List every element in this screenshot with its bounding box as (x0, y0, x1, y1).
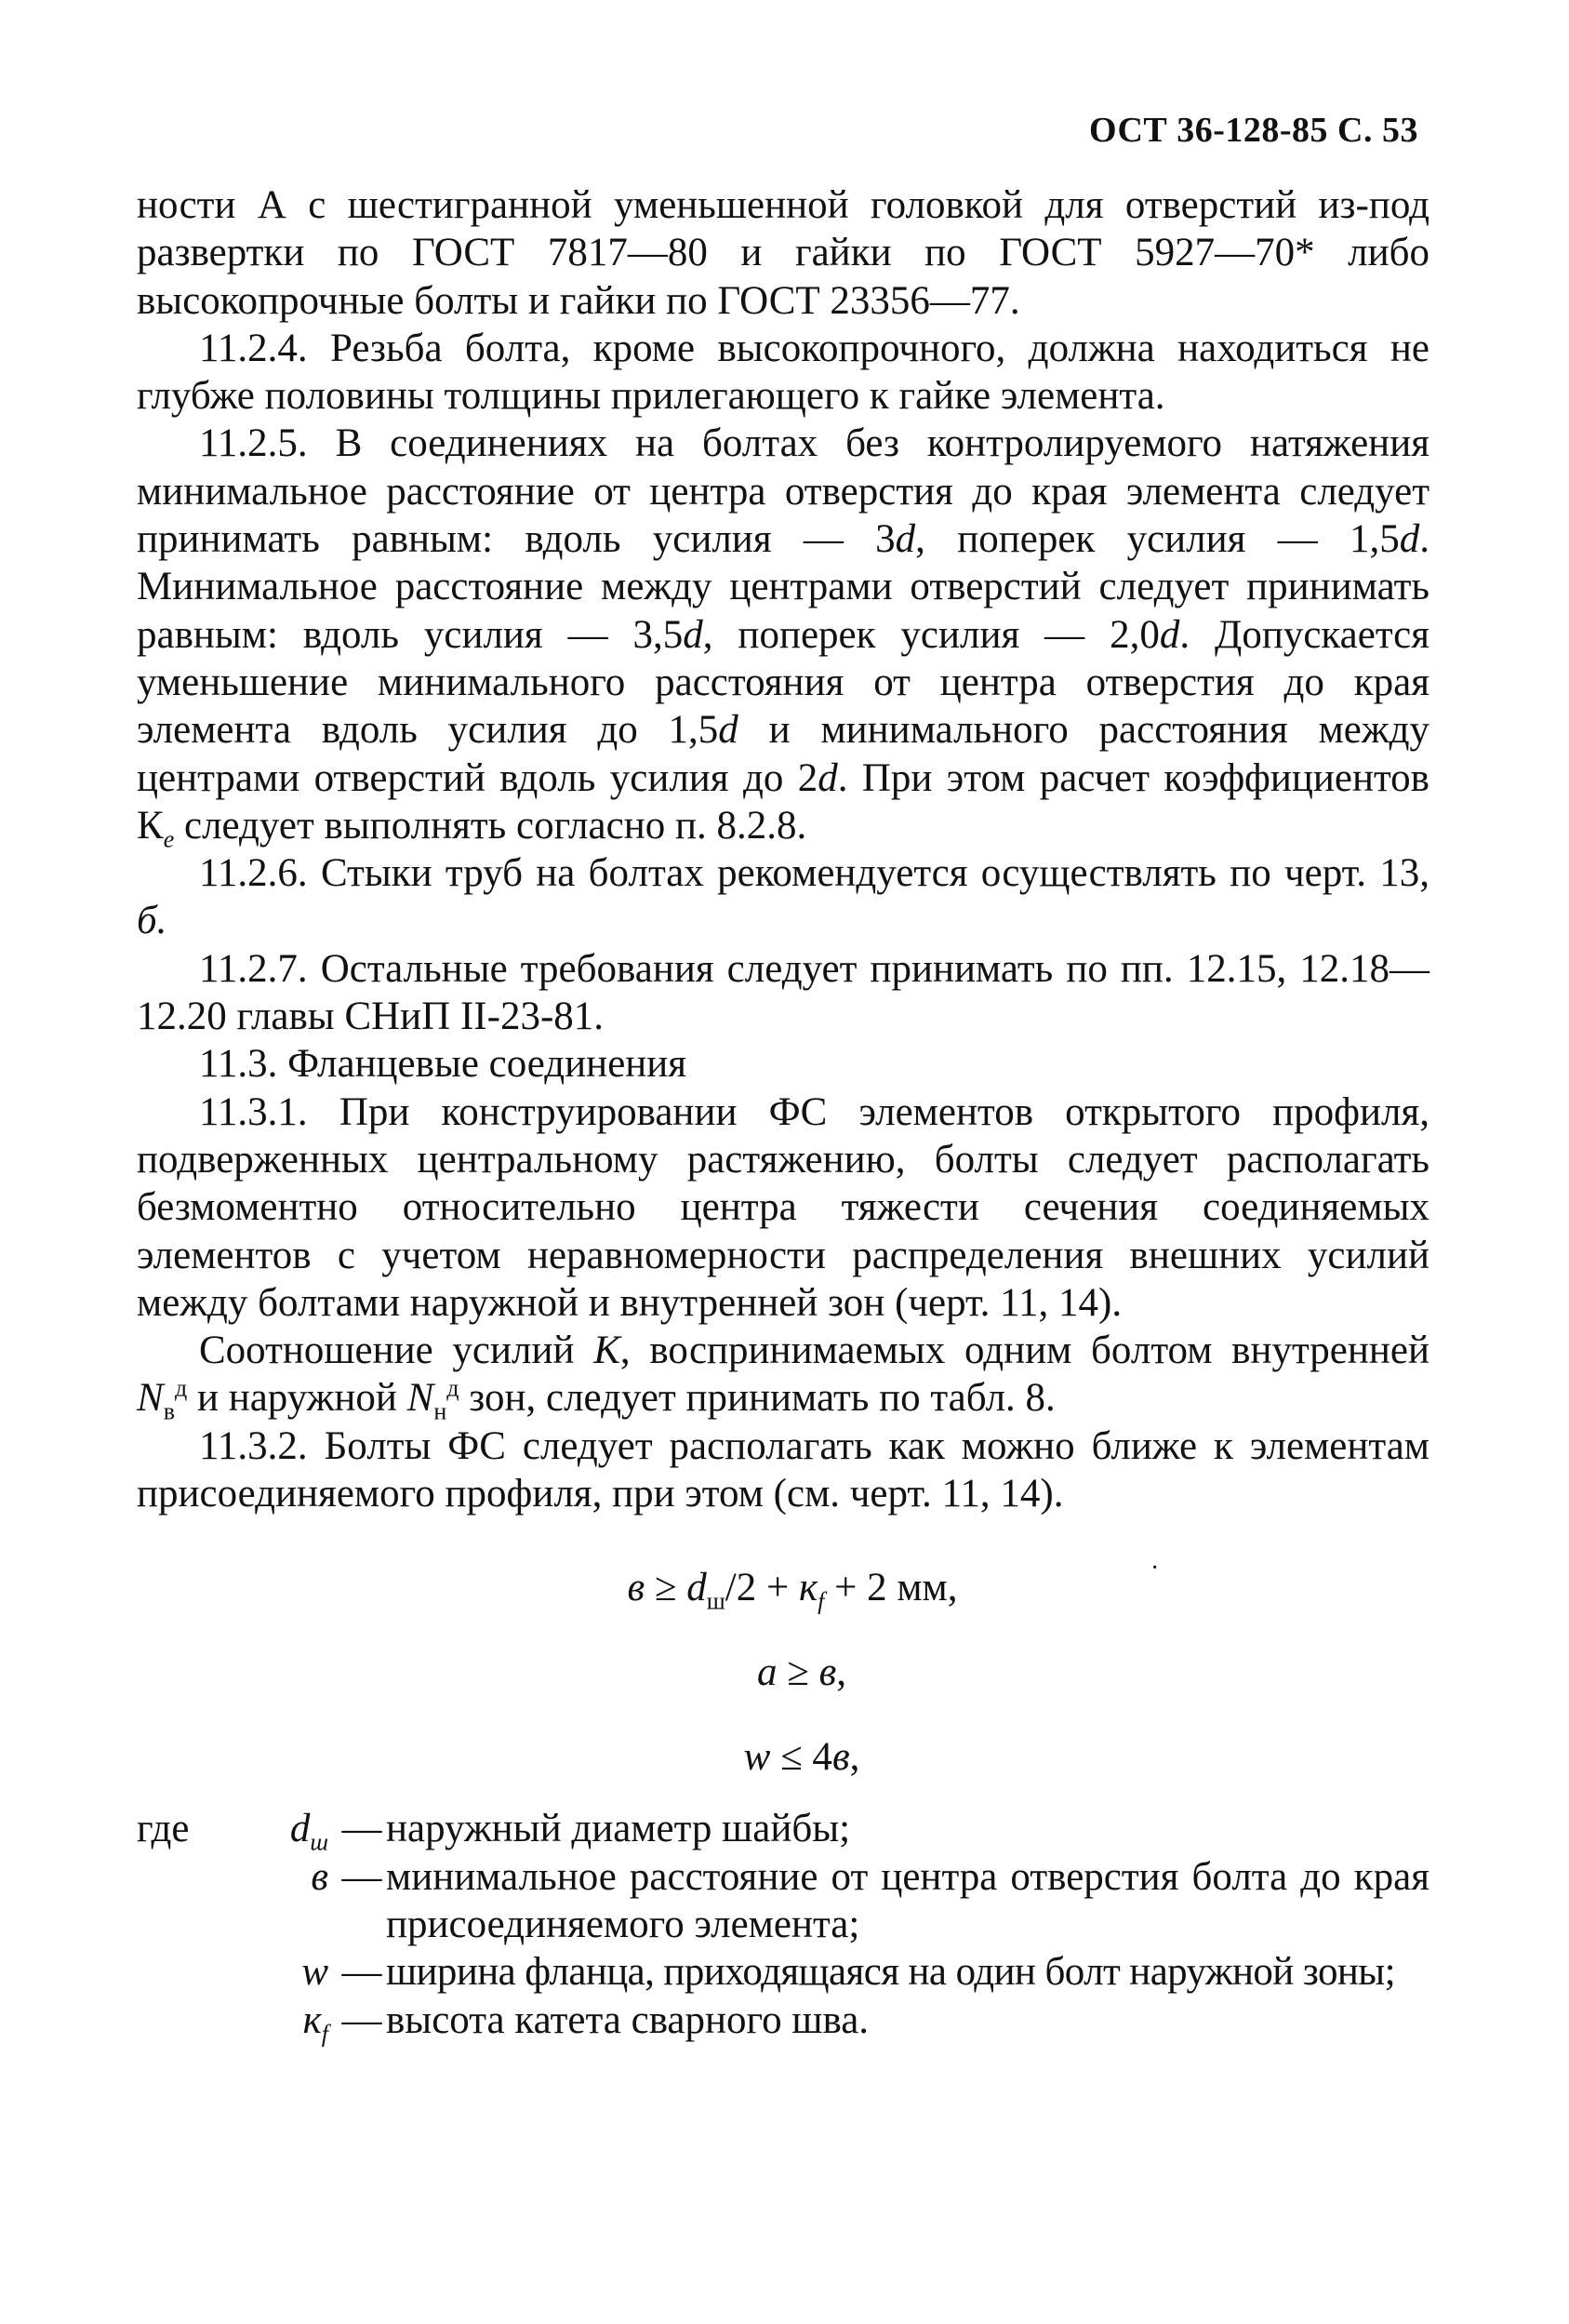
paragraph-11-2-7: 11.2.7. Остальные требования следует принимать по пп. 12.15, 12.18—12.20 главы СНиП II-23-81. (137, 946, 1429, 1039)
stray-dot-mark: · (1150, 1554, 1160, 1583)
legend-symbol: в (311, 1854, 328, 1899)
legend-dash: — (341, 1807, 382, 1851)
paragraph-11-2-5: 11.2.5. В соединениях на болтах без контролируемого натяжения минимальное расстояние от центра отверстия до края элемента следует принимать равным: вдоль усилия — 3d, поперек усилия — 1,5d. Минимальное расстояние между центрами отверстий следует принимать равным: вдоль усилия — 3,5d, поперек усилия — 2,0d. Допускается уменьшение минимального расстояния от центра отверстия до края элемента вдоль усилия до 1,5d и минимального расстояния между центрами отверстий вдоль усилия до 2d. При этом расчет коэффициентов $К_e$ следует выполнять согласно п. 8.2.8. (137, 421, 1430, 853)
formula-block (137, 1545, 1429, 1799)
paragraph-continuation: ности А с шестигранной уменьшенной головкой для отверстий из-под развертки по ГОСТ 7817—80 и гайки по ГОСТ 5927—70* либо высокопрочные болты и гайки по ГОСТ 23356—77. (137, 183, 1429, 323)
paragraph-force-ratio: Соотношение усилий K, воспринимаемых одним болтом внутренней $N_в^д$ и наружной $N_н^д$ зон, следует принимать по табл. 8. (137, 1329, 1429, 1426)
formula-w-le-4b: w ≤ 4в, (743, 1735, 860, 1780)
legend-symbol: w (301, 1950, 328, 1995)
legend-text: высота катета сварного шва. (386, 1997, 870, 2042)
legend-text: минимальное расстояние от центра отверстия болта до края присоединяемого элемента; (386, 1854, 1429, 1946)
paragraph-11-2-6: 11.2.6. Стыки труб на болтах рекомендуется осуществлять по черт. 13, б. (137, 851, 1429, 943)
legend-dash: — (341, 1854, 382, 1899)
legend-dash: — (341, 1950, 382, 1995)
section-heading-11-3: 11.3. Фланцевые соединения (199, 1042, 687, 1087)
paragraph-11-3-1: 11.3.1. При конструировании ФС элементов открытого профиля, подверженных центральному растяжению, болты следует располагать безмоментно относительно центра тяжести сечения соединяемых элементов с учетом неравномерности распределения внешних усилий между болтами наружной и внутренней зон (черт. 11, 14). (137, 1089, 1429, 1325)
paragraph-11-2-4: 11.2.4. Резьба болта, кроме высокопрочного, должна находиться не глубже половины толщины прилегающего к гайке элемента. (137, 326, 1429, 419)
legend-dash: — (341, 1997, 382, 2042)
paragraph-11-3-2: 11.3.2. Болты ФС следует располагать как можно ближе к элементам присоединяемого профиля, при этом (см. черт. 11, 14). (137, 1423, 1429, 1516)
symbol-legend (137, 1805, 1429, 2048)
legend-row (137, 1853, 1429, 1949)
legend-symbol: $d_ш$ (289, 1807, 328, 1856)
formula-edge-distance: $в \ge d_ш/2 + к_f + 2$ мм, (627, 1566, 958, 1615)
legend-where-label: где (137, 1807, 190, 1851)
legend-text: наружный диаметр шайбы; (386, 1807, 851, 1851)
legend-row (137, 1997, 1429, 2048)
legend-row (137, 1805, 1429, 1856)
legend-text: ширина фланца, приходящаяся на один болт наружной зоны; (386, 1950, 1395, 1995)
legend-row (137, 1948, 1429, 1996)
page-body (137, 181, 1430, 2048)
formula-a-ge-b: a ≥ в, (756, 1650, 847, 1695)
page-header: ОСТ 36-128-85 С. 53 (1088, 111, 1418, 150)
legend-symbol: $к_f$ (302, 1997, 328, 2048)
